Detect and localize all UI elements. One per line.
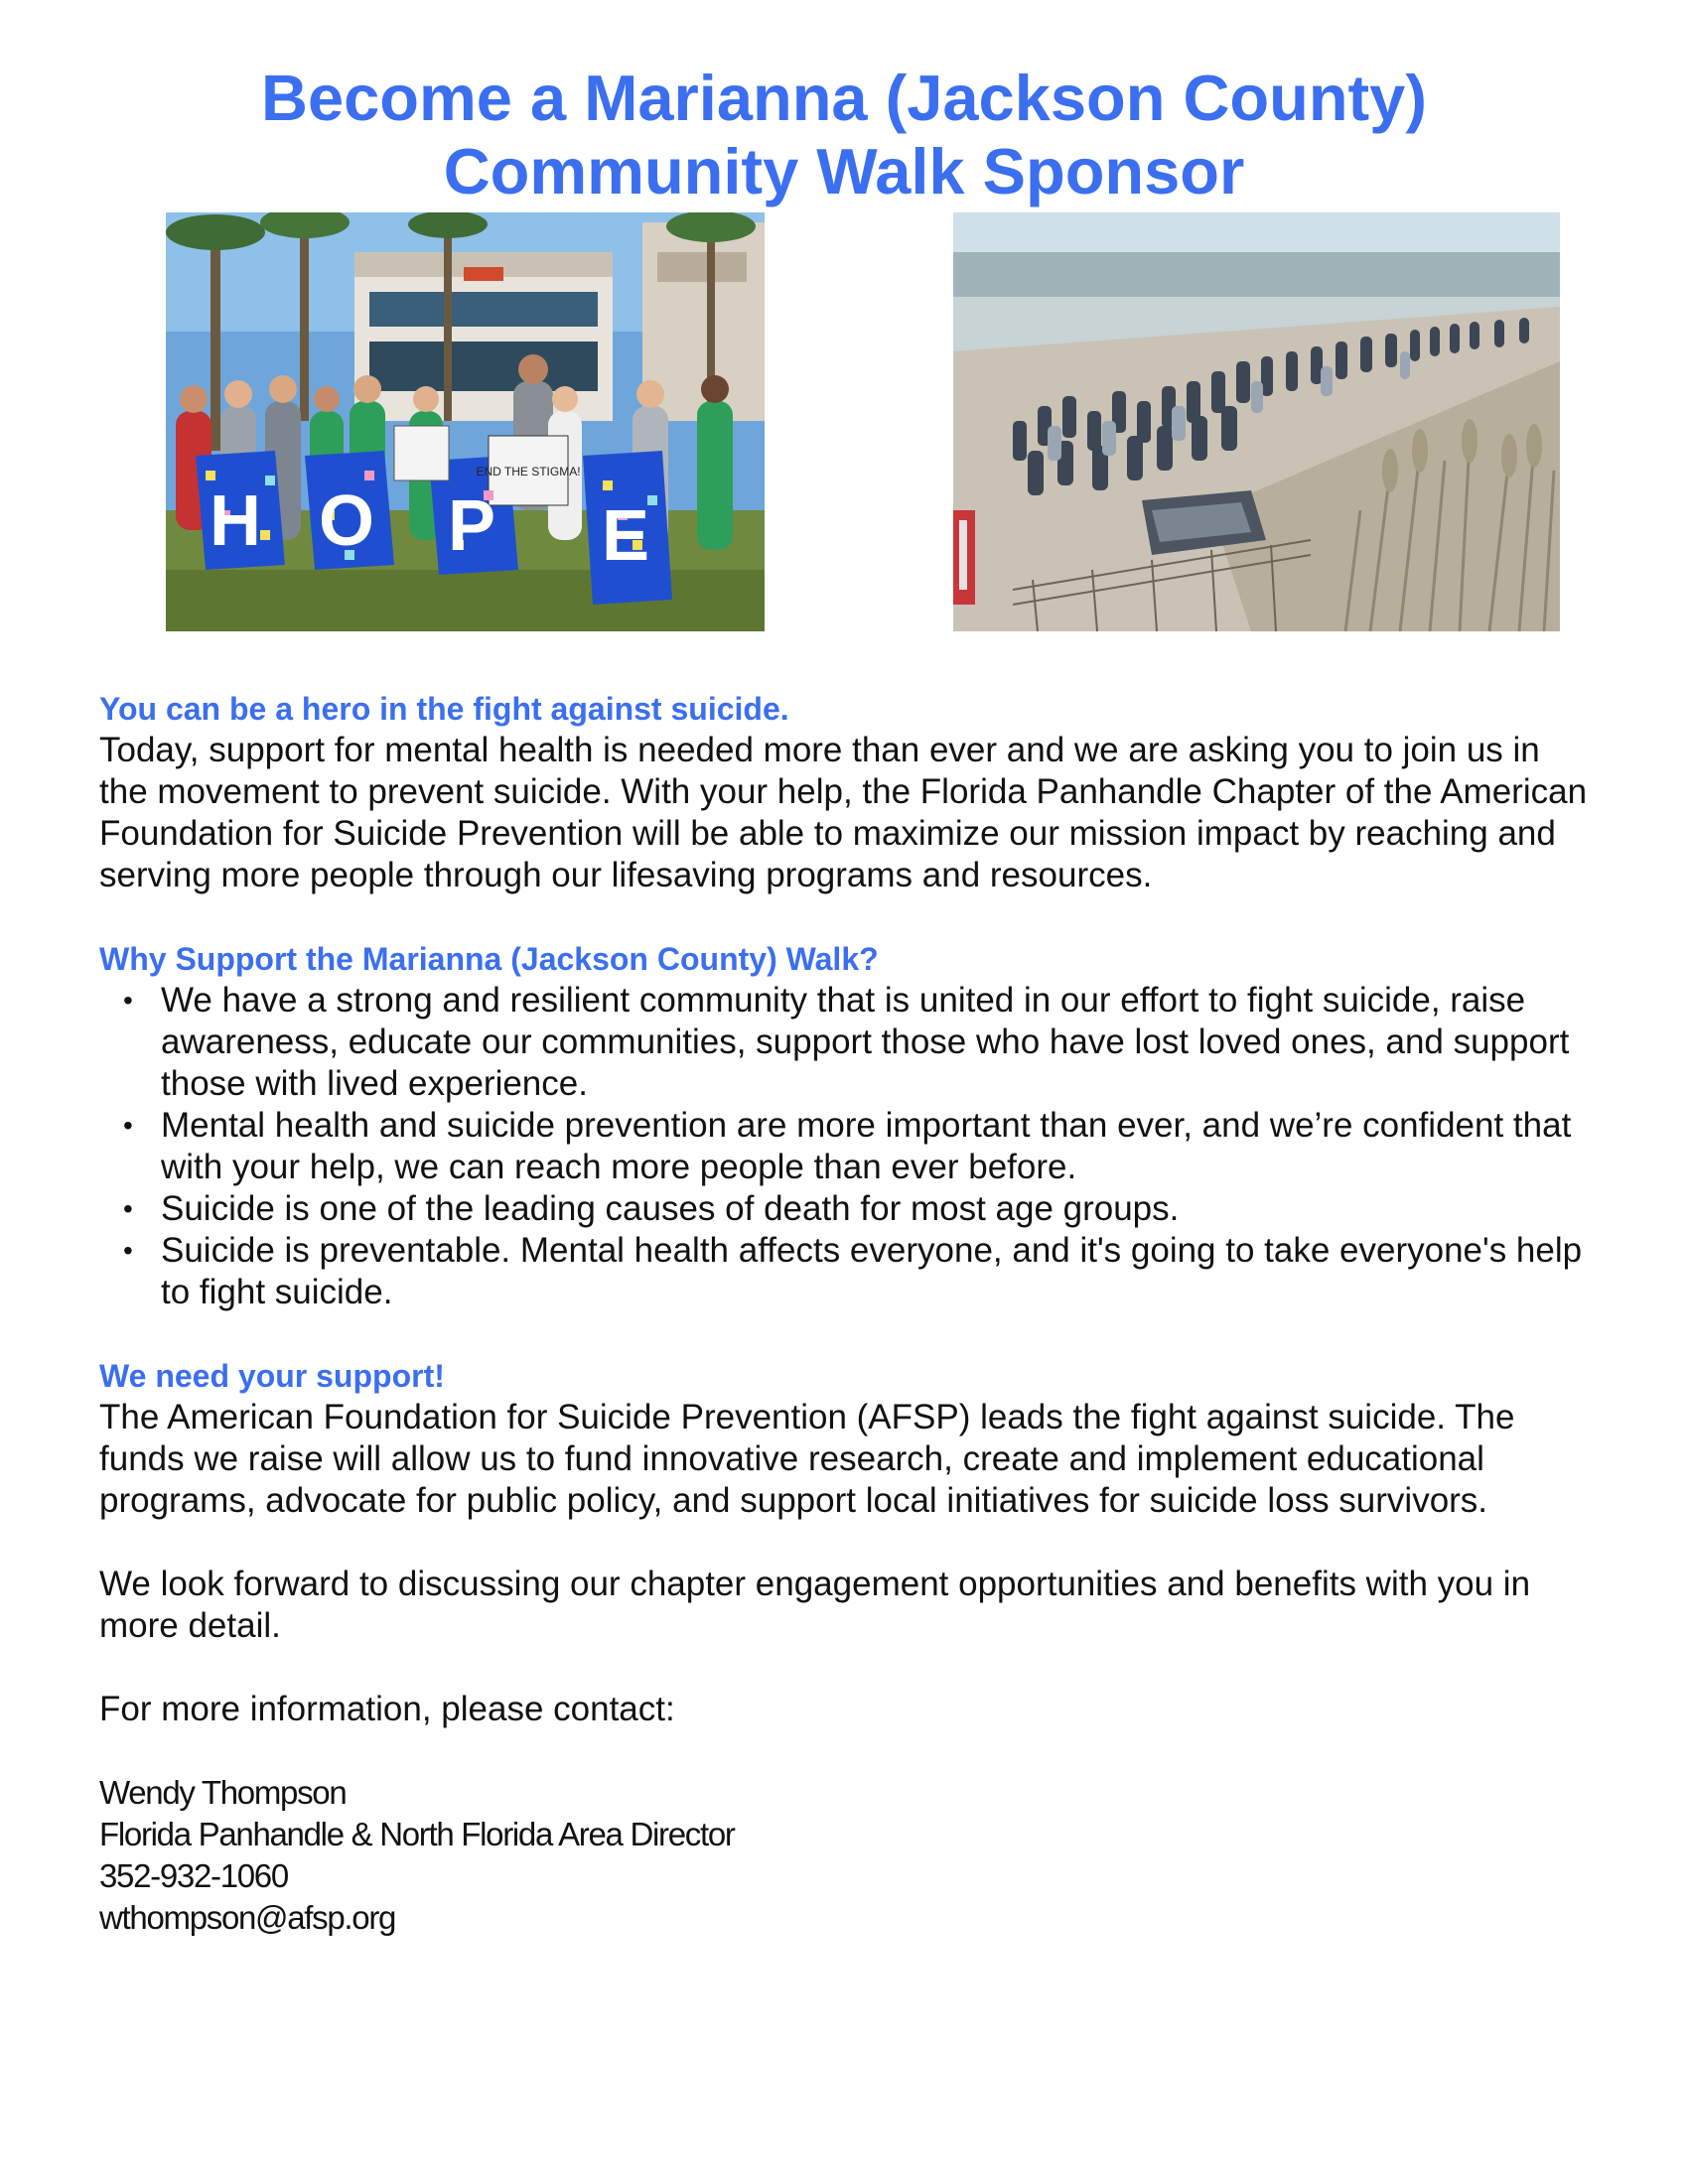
contact-phone[interactable]: 352-932-1060 (99, 1857, 288, 1894)
end-the-stigma-sign: END THE STIGMA! (476, 465, 581, 478)
hero-heading: You can be a hero in the fight against suicide. (99, 691, 789, 727)
list-item: • We have a strong and resilient community that is united in our effort to fight suicide, raise awareness, educate our communities, support those who have lost loved ones, and support those with lived experience. (99, 980, 1589, 1105)
support-heading: We need your support! (99, 1358, 445, 1394)
forward-paragraph: We look forward to discussing our chapter engagement opportunities and benefits with you in more detail. (99, 1565, 1531, 1645)
page-title-line-2: Community Walk Sponsor (443, 135, 1245, 207)
hero-paragraph: Today, support for mental health is needed more than ever and we are asking you to join us in the movement to prevent suicide. With your help, the Florida Panhandle Chapter of the American Foundation for Suicide Prevention will be able to maximize our mission impact by reaching and serving more people through our lifesaving programs and resources. (99, 731, 1588, 894)
why-support-list (99, 980, 1589, 1313)
hope-group-photo-illustration (166, 212, 765, 631)
list-item: • Mental health and suicide prevention are more important than ever, and we’re confident that with your help, we can reach more people than ever before. (99, 1105, 1589, 1188)
list-item: • Suicide is one of the leading causes of death for most age groups. (99, 1188, 1589, 1230)
spacer (99, 1647, 1589, 1689)
why-support-heading: Why Support the Marianna (Jackson County) Walk? (99, 941, 879, 977)
spacer (99, 1522, 1589, 1564)
contact-email[interactable]: wthompson@afsp.org (99, 1899, 396, 1936)
page-title-line-1: Become a Marianna (Jackson County) (261, 62, 1427, 134)
hope-letter-h: H (210, 481, 261, 561)
spacer (99, 1313, 1589, 1355)
spacer (99, 1730, 1589, 1772)
hope-letter-e: E (601, 496, 650, 576)
contact-role: Florida Panhandle & North Florida Area Director (99, 1816, 735, 1852)
spacer (99, 896, 1589, 938)
beach-walk-photo-illustration (953, 212, 1560, 631)
page-title (0, 62, 1688, 208)
support-paragraph: The American Foundation for Suicide Prevention (AFSP) leads the fight against suicide. The funds we raise will allow us to fund innovative research, create and implement educational programs, advocate for public policy, and support local initiatives for suicide loss survivors. (99, 1398, 1515, 1520)
beach-walk-photo (953, 212, 1560, 631)
hope-letter-p: P (447, 486, 496, 566)
hope-letter-o: O (318, 481, 375, 561)
hope-group-photo (166, 212, 765, 631)
list-item: • Suicide is preventable. Mental health affects everyone, and it's going to take everyone's help to fight suicide. (99, 1230, 1589, 1313)
contact-block (99, 1772, 1589, 1939)
contact-name: Wendy Thompson (99, 1774, 347, 1811)
main-content (99, 688, 1589, 1939)
contact-intro: For more information, please contact: (99, 1690, 675, 1728)
